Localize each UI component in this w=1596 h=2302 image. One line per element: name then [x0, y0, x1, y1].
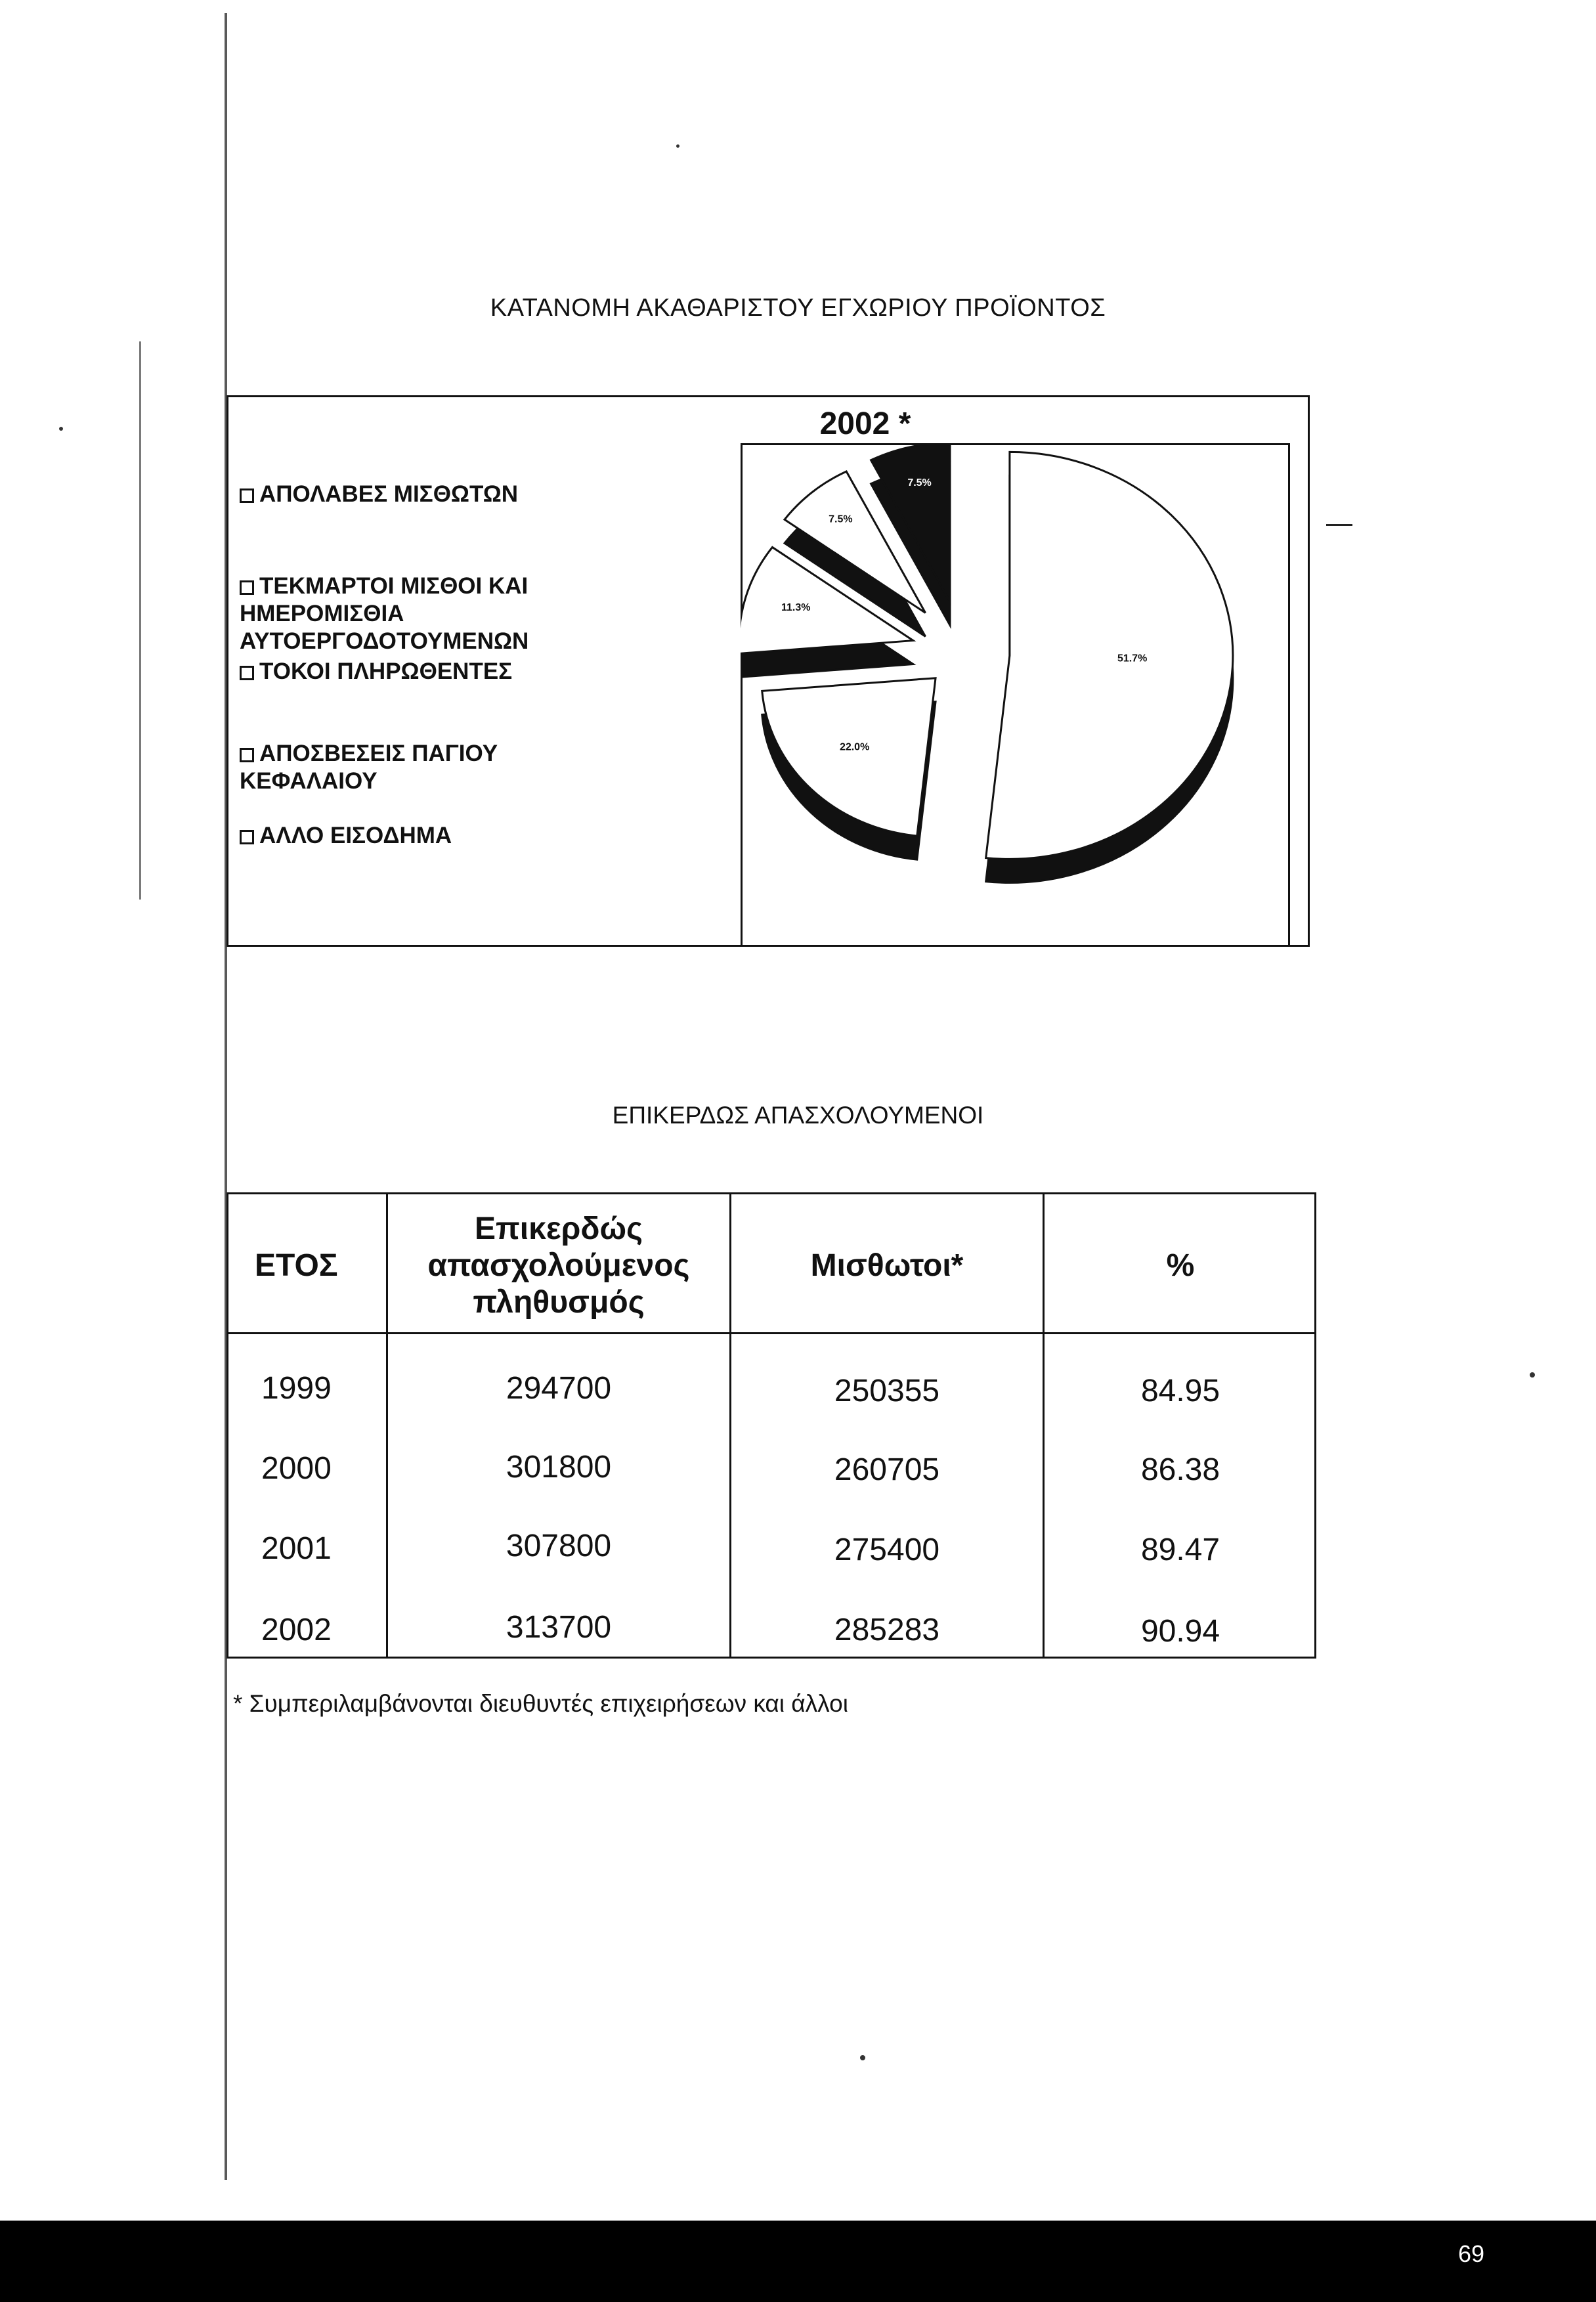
scan-dash: [1326, 524, 1352, 526]
legend-swatch-icon: [240, 580, 254, 595]
pie-data-label: 7.5%: [907, 477, 932, 489]
legend-item-employee-compensation: [240, 453, 518, 508]
employment-table: [226, 1192, 1316, 1659]
page-number: 69: [1457, 2240, 1484, 2267]
cell-year: 2000: [261, 1451, 332, 1486]
scan-margin-line-left: [139, 341, 141, 900]
legend-swatch-icon: [240, 748, 254, 762]
cell-employees: 285283: [834, 1613, 940, 1647]
legend-label: ΤΕΚΜΑΡΤΟΙ ΜΙΣΘΟΙ ΚΑΙ ΗΜΕΡΟΜΙΣΘΙΑ ΑΥΤΟΕΡΓΟΔΟΤΟΥΜΕΝΩΝ: [240, 573, 529, 654]
cell-employees: 260705: [834, 1452, 940, 1487]
legend-swatch-icon: [240, 830, 254, 844]
legend-item-depreciation: [240, 712, 498, 795]
legend-label: ΤΟΚΟΙ ΠΛΗΡΩΘΕΝΤΕΣ: [259, 659, 513, 684]
legend-item-other-income: [240, 794, 452, 850]
cell-employed: 313700: [506, 1610, 612, 1645]
legend-label: ΑΠΟΣΒΕΣΕΙΣ ΠΑΓΙΟΥ ΚΕΦΑΛΑΙΟΥ: [240, 741, 498, 794]
scan-speck: [1530, 1372, 1535, 1378]
cell-year: 1999: [261, 1371, 332, 1406]
cell-percent: 86.38: [1140, 1452, 1220, 1487]
page-footer: [0, 2221, 1596, 2302]
pie-chart: [741, 443, 1290, 947]
header-year: ΕΤΟΣ: [255, 1248, 338, 1283]
scan-speck: [59, 427, 63, 431]
pie-chart-title: 2002 *: [819, 406, 911, 441]
table-header-divider: [228, 1332, 1314, 1334]
legend-label: ΑΠΟΛΑΒΕΣ ΜΙΣΘΩΤΩΝ: [259, 481, 519, 507]
pie-data-label: 7.5%: [829, 513, 853, 525]
header-employees: Μισθωτοι*: [810, 1248, 964, 1283]
cell-year: 2001: [261, 1531, 332, 1566]
cell-employees: 250355: [834, 1374, 940, 1408]
legend-swatch-icon: [240, 666, 254, 680]
cell-percent: 90.94: [1140, 1614, 1220, 1649]
cell-percent: 89.47: [1140, 1532, 1220, 1567]
pie-slice: [762, 678, 936, 836]
cell-employed: 294700: [506, 1371, 612, 1406]
header-percent: %: [1166, 1248, 1195, 1283]
scan-speck: [860, 2055, 865, 2060]
legend-swatch-icon: [240, 489, 254, 503]
header-employed-population: Επικερδώς απασχολούμενος πληθυσμός: [427, 1211, 690, 1320]
table-section-title: ΕΠΙΚΕΡΔΩΣ ΑΠΑΣΧΟΛΟΥΜΕΝΟΙ: [612, 1102, 984, 1129]
scan-speck: [676, 144, 679, 148]
scan-margin-line: [225, 13, 227, 2180]
pie-data-label: 11.3%: [781, 601, 811, 613]
pie-data-label: 22.0%: [839, 741, 870, 753]
cell-employed: 307800: [506, 1529, 612, 1563]
pie-slice: [986, 452, 1233, 859]
pie-data-label: 51.7%: [1117, 653, 1148, 664]
chart-section-title: ΚΑΤΑΝΟΜΗ ΑΚΑΘΑΡΙΣΤΟΥ ΕΓΧΩΡΙΟΥ ΠΡΟΪΟΝΤΟΣ: [490, 294, 1106, 322]
table-footnote: * Συμπεριλαμβάνονται διευθυντές επιχειρήσεων και άλλοι: [233, 1690, 848, 1717]
legend-label: ΑΛΛΟ ΕΙΣΟΔΗΜΑ: [259, 823, 452, 848]
cell-year: 2002: [261, 1613, 332, 1647]
legend-item-interest-paid: [240, 630, 512, 685]
cell-percent: 84.95: [1140, 1374, 1220, 1408]
cell-employed: 301800: [506, 1450, 612, 1485]
cell-employees: 275400: [834, 1532, 940, 1567]
